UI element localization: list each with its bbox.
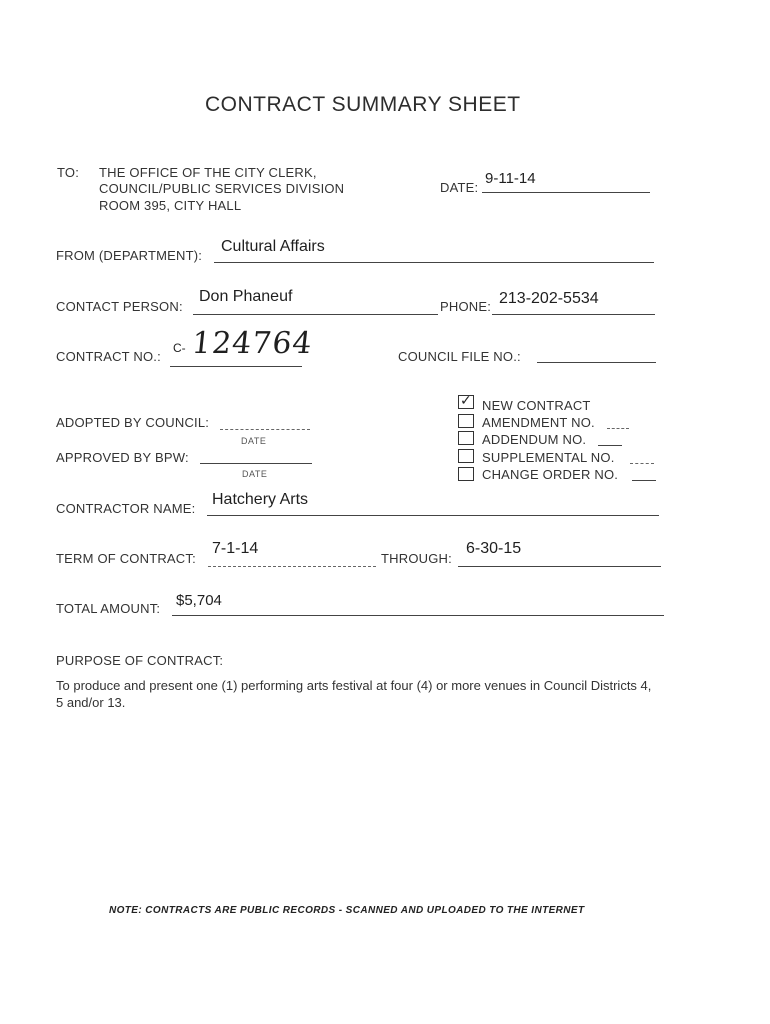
amendment-checkbox[interactable] [458,414,474,428]
new-contract-checkbox[interactable] [458,392,474,409]
supplemental-blank[interactable] [630,463,654,464]
contractor-label: CONTRACTOR NAME: [56,501,196,516]
phone-value[interactable]: 213-202-5534 [499,290,599,307]
page-title: CONTRACT SUMMARY SHEET [205,93,521,116]
term-start[interactable]: 7-1-14 [212,540,259,557]
from-label: FROM (DEPARTMENT): [56,248,203,263]
contractor-value[interactable]: Hatchery Arts [212,491,309,508]
new-contract-label: NEW CONTRACT [482,398,591,413]
contract-no-underline [170,366,302,367]
date-value[interactable]: 9-11-14 [485,170,536,187]
total-value[interactable]: $5,704 [176,592,222,609]
change-order-label: CHANGE ORDER NO. [482,467,619,482]
from-value[interactable]: Cultural Affairs [221,238,325,255]
date-underline [482,192,650,193]
adopted-underline [220,429,310,430]
to-label: TO: [57,165,80,180]
date-label: DATE: [440,180,479,195]
contract-no-label: CONTRACT NO.: [56,349,161,364]
council-file-label: COUNCIL FILE NO.: [398,349,521,364]
to-line-3: ROOM 395, CITY HALL [99,198,242,213]
through-label: THROUGH: [381,551,452,566]
approved-date-sublabel: DATE [242,469,268,479]
amendment-blank[interactable] [607,428,629,429]
addendum-label: ADDENDUM NO. [482,432,587,447]
contract-no-value[interactable]: 124764 [190,326,315,361]
to-line-1: THE OFFICE OF THE CITY CLERK, [99,165,317,180]
phone-underline [492,314,655,315]
from-underline [214,262,654,263]
term-end-underline [458,566,661,567]
term-start-underline [208,566,376,567]
total-underline [172,615,664,616]
contact-label: CONTACT PERSON: [56,299,183,314]
adopted-date-sublabel: DATE [241,436,267,446]
approved-underline [200,463,312,464]
to-line-2: COUNCIL/PUBLIC SERVICES DIVISION [99,181,345,196]
purpose-label: PURPOSE OF CONTRACT: [56,653,224,668]
contact-underline [193,314,438,315]
change-order-checkbox[interactable] [458,467,474,481]
supplemental-label: SUPPLEMENTAL NO. [482,450,615,465]
supplemental-checkbox[interactable] [458,449,474,463]
contract-no-prefix: C- [173,341,186,355]
adopted-label: ADOPTED BY COUNCIL: [56,415,210,430]
contact-value[interactable]: Don Phaneuf [199,288,293,305]
phone-label: PHONE: [440,299,492,314]
contractor-underline [207,515,659,516]
purpose-text: To produce and present one (1) performing arts festival at four (4) or more venues in Council Districts 4, 5 and/or 13. [56,678,652,710]
term-label: TERM OF CONTRACT: [56,551,196,566]
public-records-note: NOTE: CONTRACTS ARE PUBLIC RECORDS - SCANNED AND UPLOADED TO THE INTERNET [109,905,585,916]
approved-label: APPROVED BY BPW: [56,450,189,465]
addendum-blank[interactable] [598,445,622,446]
checkmark-icon: ✓ [460,392,472,408]
council-file-underline [537,362,656,363]
total-label: TOTAL AMOUNT: [56,601,161,616]
amendment-label: AMENDMENT NO. [482,415,595,430]
change-order-blank[interactable] [632,480,656,481]
addendum-checkbox[interactable] [458,431,474,445]
term-end[interactable]: 6-30-15 [466,540,522,557]
